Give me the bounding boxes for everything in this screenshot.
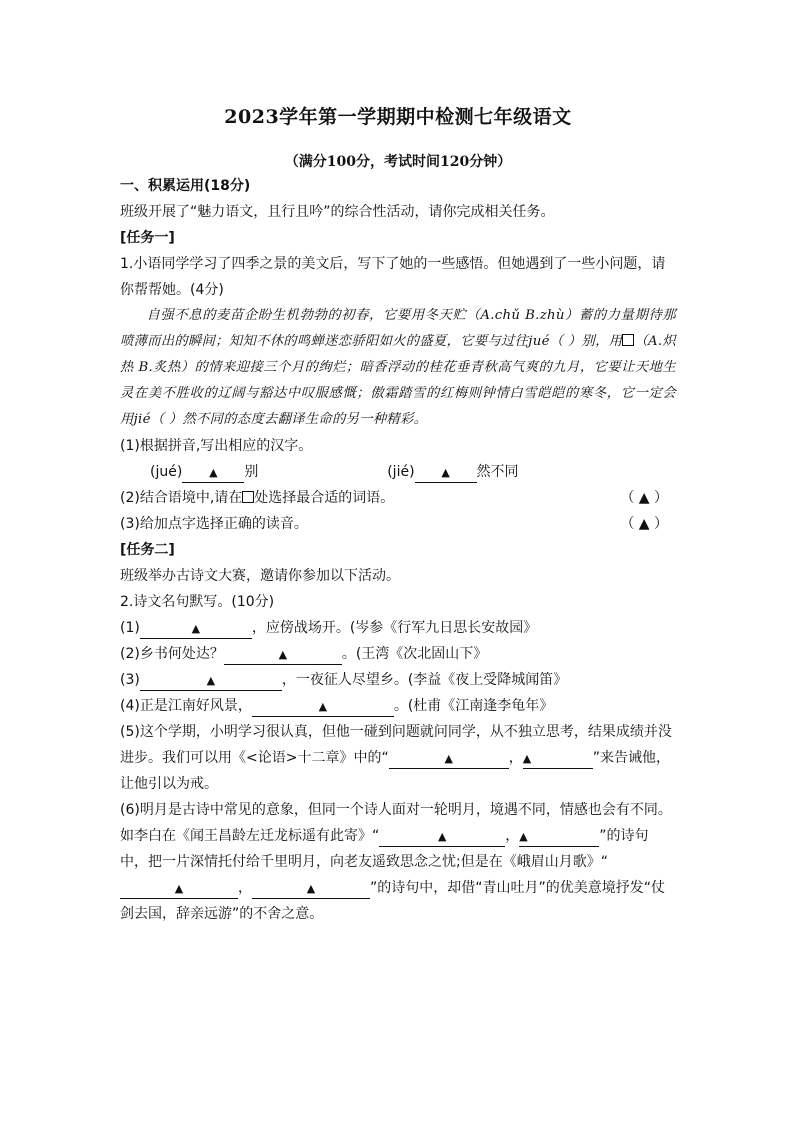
question2-4: (4)正是江南好风景， ▲ 。(杜甫《江南逢李龟年》 (120, 693, 676, 719)
answer-marker: ▲ (441, 466, 450, 479)
passage-part2: （A.炽热 B.炙热）的情来迎接三个月的绚烂；暗香浮动的桂花垂青秋高气爽的九月，它要让天地生灵在美不胜收的辽阔与豁达中叹服感慨；傲霜踏雪的红梅则钟情白雪皑皑的寒冬，它一定会用jié（ ）然不同的态度去翻译生命的另一种精彩。 (120, 334, 677, 427)
question1-3-text: (3)给加点字选择正确的读音。 (120, 516, 308, 532)
question1-2-text-b: 处选择最合适的词语。 (254, 490, 395, 506)
question1-stem: 1.小语同学学习了四季之景的美文后，写下了她的一些感悟。但她遇到了一些小问题，请你帮帮她。(4分) (120, 256, 666, 298)
exam-subtitle: （满分100分，考试时间120分钟） (284, 154, 512, 170)
answer-paren-q1-2[interactable]: （ ▲ ） (620, 490, 668, 506)
task2-intro: 班级举办古诗文大赛，邀请你参加以下活动。 (120, 568, 400, 584)
answer-blank-q2-6c[interactable]: ▲ (120, 879, 238, 899)
task1-label: [任务一] (120, 230, 175, 246)
choice-box (242, 491, 254, 503)
answer-marker: ▲ (209, 466, 218, 479)
pinyin-jue-suffix: 别 (244, 464, 259, 480)
question2-2: (2)乡书何处达？ ▲ 。(王湾《次北固山下》 (120, 641, 676, 667)
question2-1: (1) ▲ ，应傍战场开。(岑参《行军九日思长安故园》 (120, 615, 676, 641)
section-heading: 一、积累运用(18分) (120, 178, 251, 194)
answer-blank-q2-5a[interactable]: ▲ (389, 749, 509, 769)
passage-part1: 自强不息的麦苗企盼生机勃勃的初春，它要用冬天贮（A.chǔ B.zhù）蓄的力量期待那喷薄而出的瞬间；知知不休的鸣蝉迷恋骄阳如火的盛夏，它要与过往jué（ ）别，用 (120, 308, 676, 349)
pinyin-jue: (jué) (150, 464, 183, 480)
answer-blank-q2-6b[interactable]: ▲ (519, 827, 599, 847)
question2-3: (3) ▲ ，一夜征人尽望乡。(李益《夜上受降城闻笛》 (120, 667, 676, 693)
reading-passage (120, 303, 676, 433)
question2-5: (5)这个学期，小明学习很认真，但他一碰到问题就问同学，从不独立思考，结果成绩并没进步。我们可以用《<论语>十二章》中的“ ▲ ，▲ ”来告诫他，让他引以为戒。 (120, 724, 672, 792)
task2-label: [任务二] (120, 542, 175, 558)
answer-blank-q2-1[interactable]: ▲ (140, 619, 252, 639)
pinyin-jie: (jié) (387, 464, 415, 480)
answer-blank-jie[interactable] (415, 463, 477, 483)
answer-blank-q2-6d[interactable]: ▲ (252, 879, 370, 899)
exam-content (120, 102, 676, 927)
answer-blank-q2-2[interactable]: ▲ (224, 645, 342, 665)
pinyin-jie-suffix: 然不同 (476, 464, 519, 480)
answer-blank-q2-3[interactable]: ▲ (140, 671, 282, 691)
question1-2-text-a: (2)结合语境中,请在 (120, 490, 243, 506)
answer-blank-q2-4[interactable]: ▲ (252, 697, 394, 717)
answer-paren-q1-3[interactable]: （ ▲ ） (620, 516, 668, 532)
question1-1: (1)根据拼音,写出相应的汉字。 (120, 438, 313, 454)
choice-box (622, 334, 634, 346)
answer-blank-jue[interactable] (182, 463, 244, 483)
answer-blank-q2-5b[interactable]: ▲ (523, 749, 593, 769)
question2-stem: 2.诗文名句默写。(10分) (120, 594, 275, 610)
question1-2 (120, 485, 676, 511)
pinyin-answer-row (120, 459, 676, 485)
exam-title: 2023学年第一学期期中检测七年级语文 (224, 106, 572, 128)
question1-3 (120, 511, 676, 537)
answer-blank-q2-6a[interactable]: ▲ (379, 827, 505, 847)
activity-intro: 班级开展了“魅力语文，且行且吟”的综合性活动，请你完成相关任务。 (120, 204, 555, 220)
question2-6: (6)明月是古诗中常见的意象，但同一个诗人面对一轮明月，境遇不同，情感也会有不同。如李白在《闻王昌龄左迁龙标遥有此寄》“ ▲ ，▲ ”的诗句中，把一片深情托付给千里明月，向老友遥致思念之忧;但是在《峨眉山月歌》“▲ ， ▲ ”的诗句中，却借“青山吐月”的优美意境抒发“仗剑去国，辞亲远游”的不舍之意。 (120, 802, 672, 922)
